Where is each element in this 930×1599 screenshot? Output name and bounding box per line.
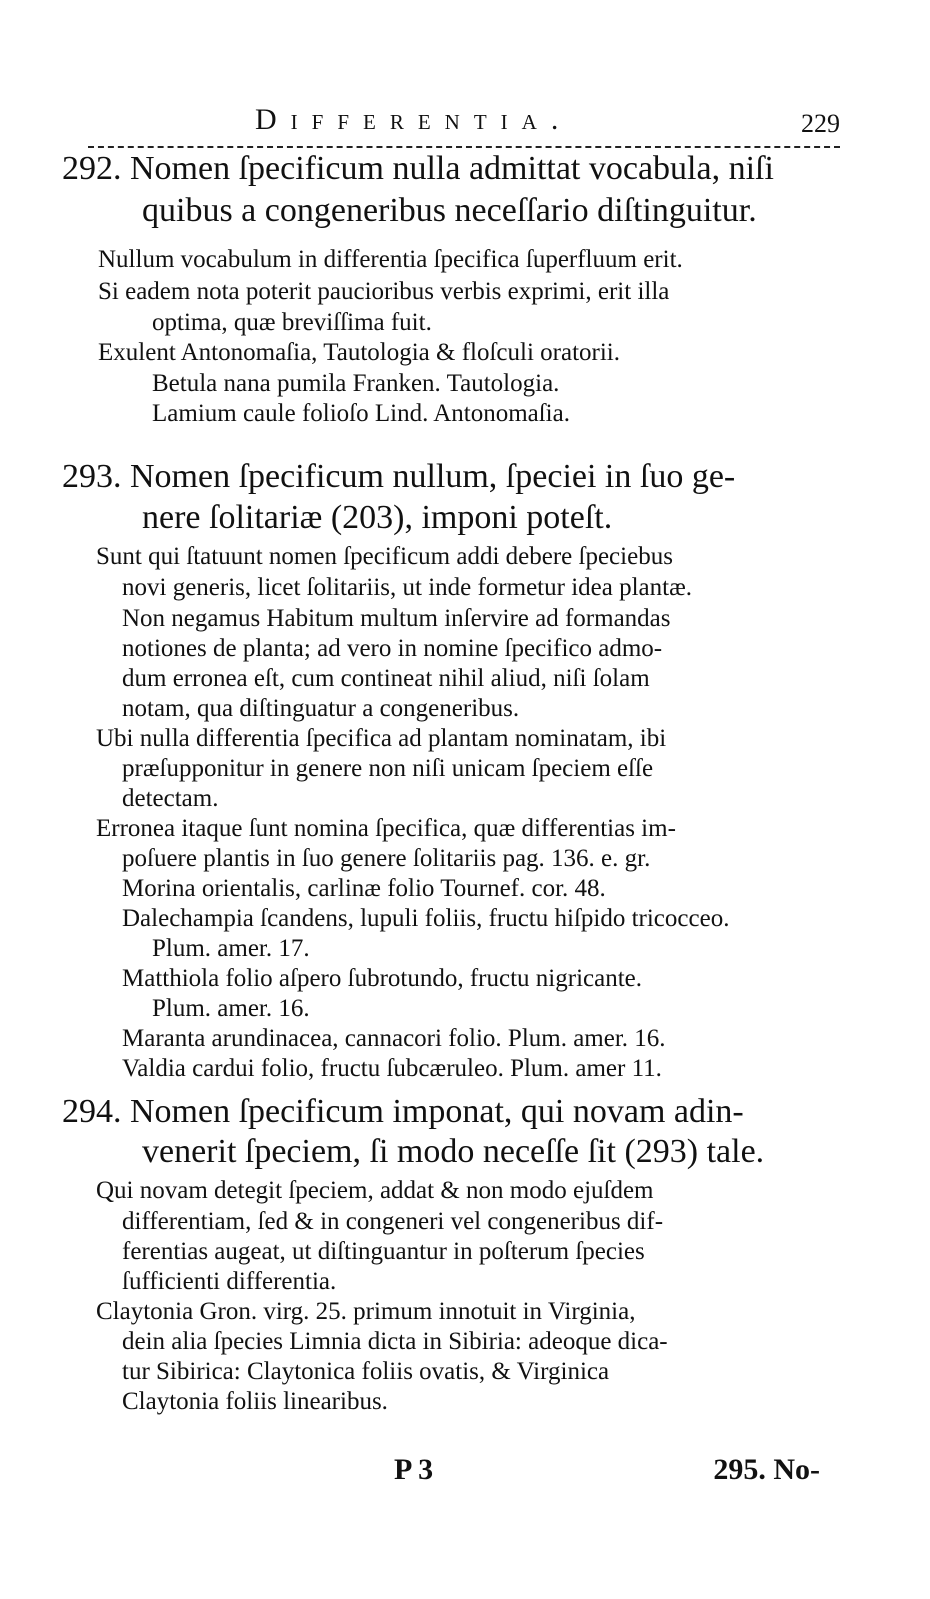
rule-294-line: venerit ſpeciem, ſi modo neceſſe ſit (293) tale.: [142, 1133, 765, 1170]
commentary-294-line: ſufficienti differentia.: [122, 1268, 337, 1295]
commentary-293-line: Matthiola folio aſpero ſubrotundo, fructu nigricante.: [122, 965, 642, 992]
commentary-292-line: Si eadem nota poterit paucioribus verbis exprimi, erit illa: [98, 278, 670, 305]
commentary-294-line: Claytonia Gron. virg. 25. primum innotuit in Virginia,: [96, 1298, 636, 1325]
page-number: 229: [801, 109, 840, 138]
commentary-293-line: Morina orientalis, carlinæ folio Tournef. cor. 48.: [122, 875, 606, 902]
commentary-293-line: novi generis, licet ſolitariis, ut inde formetur idea plantæ.: [122, 574, 692, 601]
commentary-294-line: ferentias augeat, ut diſtinguantur in poſterum ſpecies: [122, 1238, 645, 1265]
commentary-293-line: notam, qua diſtinguatur a congeneribus.: [122, 695, 520, 722]
commentary-292-line: Exulent Antonomaſia, Tautologia & floſculi oratorii.: [98, 339, 620, 366]
header-rule: [88, 146, 840, 148]
commentary-294-line: differentiam, ſed & in congeneri vel congeneribus dif-: [122, 1208, 664, 1235]
commentary-294-line: Qui novam detegit ſpeciem, addat & non modo ejuſdem: [96, 1177, 654, 1204]
commentary-293-line: Ubi nulla differentia ſpecifica ad plantam nominatam, ibi: [96, 725, 667, 752]
commentary-293-line: Erronea itaque ſunt nomina ſpecifica, quæ differentias im-: [96, 815, 676, 842]
commentary-293-line: Maranta arundinacea, cannacori folio. Plum. amer. 16.: [122, 1025, 666, 1052]
commentary-292-line: optima, quæ breviſſima fuit.: [152, 309, 432, 336]
running-header: [90, 103, 840, 143]
rule-294-line: 294. Nomen ſpecificum imponat, qui novam adin-: [62, 1093, 744, 1130]
commentary-294-line: tur Sibirica: Claytonica foliis ovatis, & Virginica: [122, 1358, 610, 1385]
commentary-292-line: Nullum vocabulum in differentia ſpecifica ſuperfluum erit.: [98, 246, 683, 273]
commentary-293-line: Non negamus Habitum multum inſervire ad formandas: [122, 605, 671, 632]
commentary-293-line: Dalechampia ſcandens, lupuli foliis, fructu hiſpido tricocceo.: [122, 905, 730, 932]
commentary-293-line: dum erronea eſt, cum contineat nihil aliud, niſi ſolam: [122, 665, 650, 692]
rule-293-line: nere ſolitariæ (203), imponi poteſt.: [142, 499, 613, 536]
commentary-293-line: Plum. amer. 16.: [152, 995, 310, 1022]
rule-293-line: 293. Nomen ſpecificum nullum, ſpeciei in ſuo ge-: [62, 458, 736, 495]
signature-mark: P 3: [394, 1453, 434, 1486]
commentary-293-line: detectam.: [122, 785, 219, 812]
commentary-292-line: Betula nana pumila Franken. Tautologia.: [152, 370, 560, 397]
rule-292-line: quibus a congeneribus neceſſario diſtinguitur.: [142, 192, 757, 229]
rule-292-line: 292. Nomen ſpecificum nulla admittat vocabula, niſi: [62, 150, 774, 187]
commentary-292-line: Lamium caule folioſo Lind. Antonomaſia.: [152, 400, 570, 427]
running-title: Differentia.: [255, 103, 573, 136]
commentary-293-line: notiones de planta; ad vero in nomine ſpecifico admo-: [122, 635, 663, 662]
commentary-293-line: præſupponitur in genere non niſi unicam ſpeciem eſſe: [122, 755, 654, 782]
catchword: 295. No-: [713, 1453, 820, 1486]
commentary-293-line: Plum. amer. 17.: [152, 935, 310, 962]
commentary-293-line: Valdia cardui folio, fructu ſubcæruleo. Plum. amer 11.: [122, 1055, 662, 1082]
commentary-293-line: poſuere plantis in ſuo genere ſolitariis pag. 136. e. gr.: [122, 845, 651, 872]
commentary-293-line: Sunt qui ſtatuunt nomen ſpecificum addi debere ſpeciebus: [96, 543, 673, 570]
commentary-294-line: Claytonia foliis linearibus.: [122, 1388, 388, 1415]
commentary-294-line: dein alia ſpecies Limnia dicta in Sibiria: adeoque dica-: [122, 1328, 668, 1355]
